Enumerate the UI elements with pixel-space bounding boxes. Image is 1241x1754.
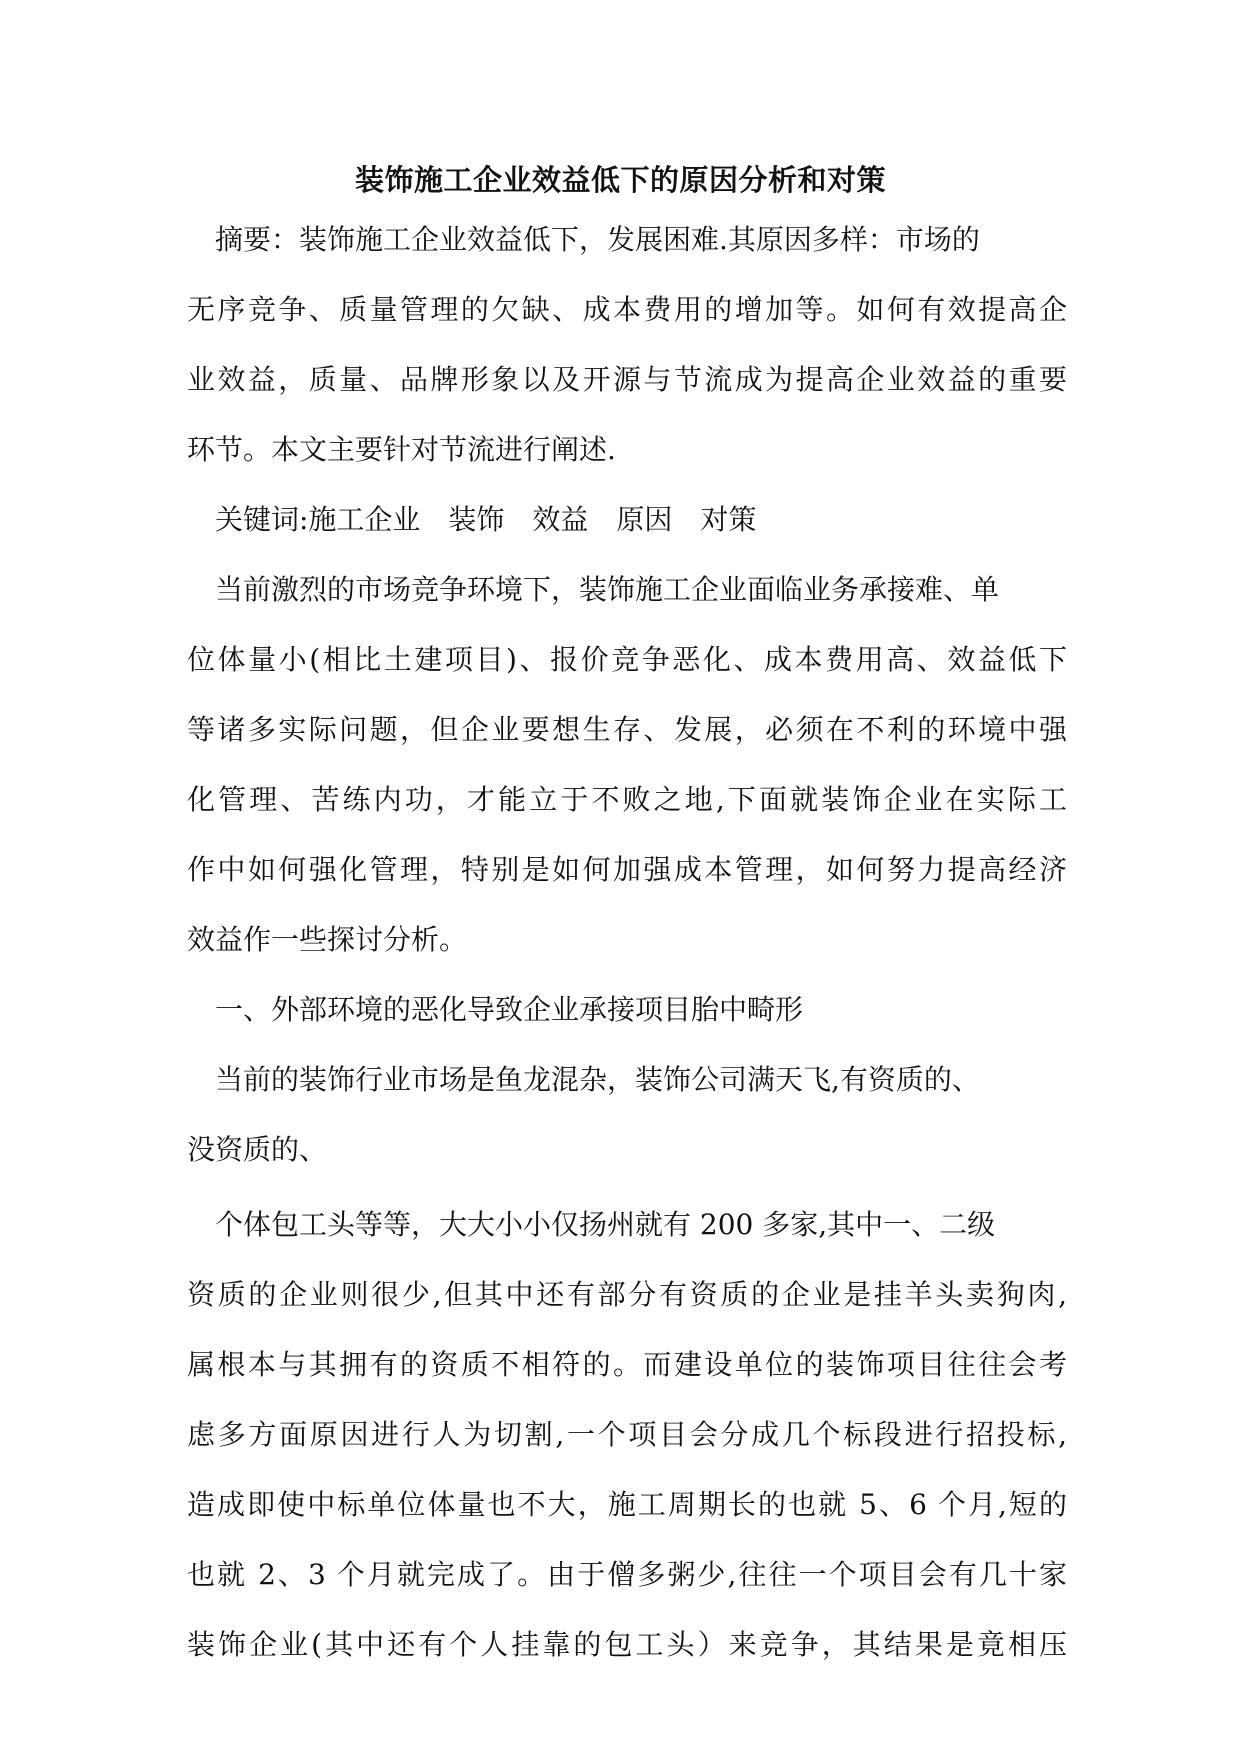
body-line-2: 没资质的、 [187, 1133, 328, 1166]
abstract-line-1: 摘要：装饰施工企业效益低下，发展困难.其原因多样：市场的 [215, 223, 980, 256]
body-line-3: 个体包工头等等，大大小小仅扬州就有 200 多家,其中一、二级 [215, 1208, 996, 1241]
section-heading-1: 一、外部环境的恶化导致企业承接项目胎中畸形 [215, 993, 804, 1026]
abstract-line-4: 环节。本文主要针对节流进行阐述. [187, 433, 616, 466]
intro-line-3: 等诸多实际问题，但企业要想生存、发展，必须在不利的环境中强 [187, 713, 1067, 746]
intro-line-4: 化管理、苦练内功，才能立于不败之地,下面就装饰企业在实际工 [187, 783, 1067, 816]
body-line-7: 造成即使中标单位体量也不大，施工周期长的也就 5、6 个月,短的 [187, 1488, 1067, 1521]
body-line-9: 装饰企业(其中还有个人挂靠的包工头）来竞争，其结果是竟相压 [187, 1628, 1067, 1661]
document-title: 装饰施工企业效益低下的原因分析和对策 [354, 163, 886, 197]
intro-line-1: 当前激烈的市场竞争环境下，装饰施工企业面临业务承接难、单 [215, 573, 1000, 606]
intro-line-6: 效益作一些探讨分析。 [187, 923, 468, 956]
body-line-1: 当前的装饰行业市场是鱼龙混杂，装饰公司满天飞,有资质的、 [215, 1063, 980, 1096]
body-line-4: 资质的企业则很少,但其中还有部分有资质的企业是挂羊头卖狗肉, [187, 1278, 1067, 1311]
body-line-8: 也就 2、3 个月就完成了。由于僧多粥少,往往一个项目会有几十家 [187, 1558, 1067, 1591]
body-line-6: 虑多方面原因进行人为切割,一个项目会分成几个标段进行招投标, [187, 1418, 1067, 1451]
abstract-line-2: 无序竞争、质量管理的欠缺、成本费用的增加等。如何有效提高企 [187, 293, 1067, 326]
intro-line-2: 位体量小(相比土建项目)、报价竞争恶化、成本费用高、效益低下 [187, 643, 1067, 676]
intro-line-5: 作中如何强化管理，特别是如何加强成本管理，如何努力提高经济 [187, 853, 1067, 886]
body-line-5: 属根本与其拥有的资质不相符的。而建设单位的装饰项目往往会考 [187, 1348, 1067, 1381]
abstract-line-3: 业效益，质量、品牌形象以及开源与节流成为提高企业效益的重要 [187, 363, 1067, 396]
keywords-line: 关键词:施工企业 装饰 效益 原因 对策 [215, 503, 757, 536]
